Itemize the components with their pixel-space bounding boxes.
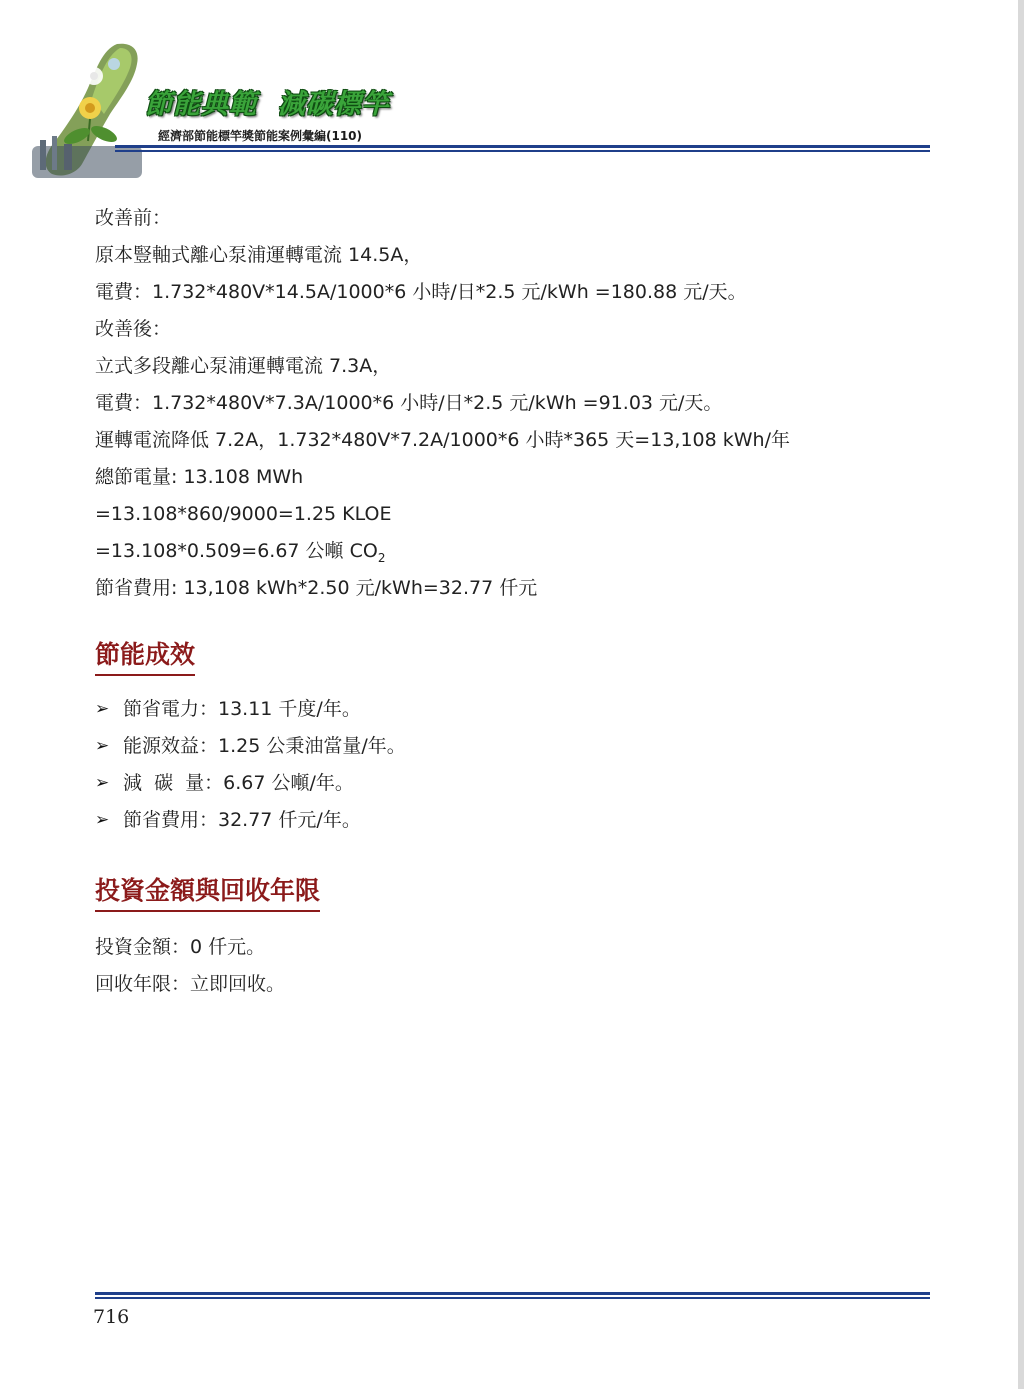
co2-conversion [95, 533, 935, 570]
page-edge [1018, 0, 1024, 1389]
page-number: 716 [93, 1306, 130, 1328]
after-current: 立式多段離心泵浦運轉電流 7.3A， [95, 355, 392, 377]
publication-subtitle: 經濟部節能標竿獎節能案例彙編(110) [158, 129, 363, 143]
after-label: 改善後： [95, 318, 172, 340]
after-cost: 電費：1.732*480V*7.3A/1000*6 小時/日*2.5 元/kWh =91.03 元/天。 [95, 392, 723, 414]
header-rule [115, 145, 930, 148]
before-cost: 電費：1.732*480V*14.5A/1000*6 小時/日*2.5 元/kWh =180.88 元/天。 [95, 281, 747, 303]
effect-heading: 節能成效 [95, 638, 195, 676]
before-current: 原本豎軸式離心泵浦運轉電流 14.5A， [95, 244, 423, 266]
arrow-bullet-icon: ➢ [95, 810, 110, 830]
list-item-text: 能源效益：1.25 公秉油當量/年。 [123, 735, 406, 757]
cost-saving: 節省費用: 13,108 kWh*2.50 元/kWh=32.77 仟元 [95, 577, 538, 599]
investment-section [95, 929, 285, 1003]
list-item-text: 減 碳 量：6.67 公噸/年。 [123, 772, 354, 794]
calculation-section [95, 200, 935, 607]
list-item [95, 765, 406, 802]
brand-title: 節能典範 減碳標竿 [145, 89, 390, 120]
list-item-text: 節省電力：13.11 千度/年。 [123, 698, 361, 720]
arrow-bullet-icon: ➢ [95, 736, 110, 756]
total-saving: 總節電量: 13.108 MWh [95, 466, 304, 488]
arrow-bullet-icon: ➢ [95, 773, 110, 793]
list-item [95, 728, 406, 765]
current-reduction: 運轉電流降低 7.2A，1.732*480V*7.2A/1000*6 小時*365 天=13,108 kWh/年 [95, 429, 790, 451]
footer-rule-thin [95, 1297, 930, 1299]
footer-rule [95, 1292, 930, 1295]
co2-text: =13.108*0.509=6.67 公噸 CO [95, 540, 378, 562]
page-header [0, 0, 1024, 185]
kloe-conversion: =13.108*860/9000=1.25 KLOE [95, 503, 392, 525]
list-item [95, 691, 406, 728]
before-label: 改善前： [95, 207, 172, 229]
effect-list [95, 691, 406, 839]
investment-heading: 投資金額與回收年限 [95, 874, 320, 912]
list-item [95, 802, 406, 839]
co2-subscript: 2 [377, 550, 386, 565]
arrow-bullet-icon: ➢ [95, 699, 110, 719]
header-rule-thin [115, 150, 930, 152]
investment-amount: 投資金額：0 仟元。 [95, 936, 266, 958]
list-item-text: 節省費用：32.77 仟元/年。 [123, 809, 361, 831]
payback-period: 回收年限：立即回收。 [95, 973, 286, 995]
taiwan-island-logo [22, 36, 162, 186]
